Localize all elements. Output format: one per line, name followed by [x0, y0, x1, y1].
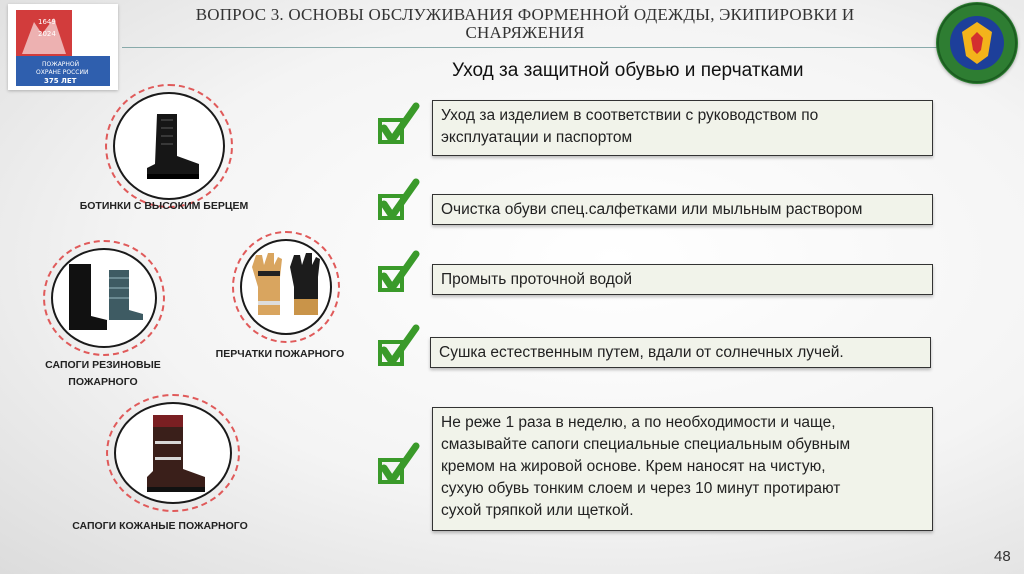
- rubber-boots-caption: [38, 357, 168, 391]
- tip-box-5: [432, 407, 933, 531]
- gloves-image: [232, 231, 340, 343]
- tip-box-1: [432, 100, 933, 156]
- leather-boot-image-frame: [114, 402, 232, 504]
- rubber-boots-image-frame: [51, 248, 157, 348]
- title-line-2: СНАРЯЖЕНИЯ: [465, 23, 585, 42]
- title-line-1: ВОПРОС 3. ОСНОВЫ ОБСЛУЖИВАНИЯ ФОРМЕННОЙ ОДЕЖДЫ, ЭКИПИРОВКИ И: [195, 5, 855, 24]
- page-number: 48: [994, 548, 1011, 565]
- svg-text:ОХРАНЕ РОССИИ: ОХРАНЕ РОССИИ: [36, 69, 89, 76]
- tip-5-line-5: сухой тряпкой или щеткой.: [441, 502, 634, 519]
- boot-image-frame: [113, 92, 225, 200]
- boot-icon: [129, 106, 209, 186]
- anniversary-logo: [8, 4, 118, 90]
- tip-box-3: [432, 264, 933, 295]
- tip-2-text: Очистка обуви спец.салфетками или мыльным раствором: [441, 201, 863, 218]
- tip-5-line-3: кремом на жировой основе. Крем наносят на чистую,: [441, 458, 826, 475]
- gloves-image-frame: [240, 239, 332, 335]
- tip-1-line-2: эксплуатации и паспортом: [441, 129, 633, 146]
- tip-4-text: Сушка естественным путем, вдали от солнечных лучей.: [439, 344, 844, 361]
- svg-text:375 ЛЕТ: 375 ЛЕТ: [44, 77, 77, 85]
- gloves-icon: [246, 247, 326, 327]
- check-icon: [376, 322, 422, 372]
- check-icon: [376, 248, 422, 298]
- rubber-boots-caption-line-2: ПОЖАРНОГО: [68, 376, 138, 388]
- tip-box-2: [432, 194, 933, 225]
- svg-text:1649: 1649: [38, 18, 56, 26]
- rubber-boots-caption-line-1: САПОГИ РЕЗИНОВЫЕ: [45, 359, 161, 371]
- emchs-emblem: [936, 2, 1018, 84]
- tip-1-line-1: Уход за изделием в соответствии с руководством по: [441, 107, 819, 124]
- page-title: [130, 6, 920, 42]
- tip-box-4: [430, 337, 931, 368]
- check-icon: [376, 176, 422, 226]
- rubber-boots-icon: [59, 258, 149, 338]
- tip-5-line-1: Не реже 1 раза в неделю, а по необходимости и чаще,: [441, 414, 836, 431]
- check-icon: [376, 100, 422, 150]
- leather-boot-icon: [133, 411, 213, 495]
- leather-boot-image: [106, 394, 240, 512]
- leather-boots-caption: САПОГИ КОЖАНЫЕ ПОЖАРНОГО: [72, 520, 248, 532]
- svg-text:ПОЖАРНОЙ: ПОЖАРНОЙ: [42, 61, 80, 68]
- boot-image: [105, 84, 233, 208]
- rubber-boots-image: [43, 240, 165, 356]
- svg-text:2024: 2024: [38, 30, 56, 38]
- check-icon: [376, 440, 422, 490]
- tip-5-line-2: смазывайте сапоги специальные специальным обувным: [441, 436, 851, 453]
- tip-5-line-4: сухую обувь тонким слоем и через 10 минут протирают: [441, 480, 841, 497]
- header-divider: [122, 47, 940, 48]
- section-title: Уход за защитной обувью и перчатками: [452, 60, 804, 81]
- boots-caption: БОТИНКИ С ВЫСОКИМ БЕРЦЕМ: [79, 200, 249, 212]
- tip-3-text: Промыть проточной водой: [441, 271, 633, 288]
- gloves-caption: ПЕРЧАТКИ ПОЖАРНОГО: [215, 348, 345, 360]
